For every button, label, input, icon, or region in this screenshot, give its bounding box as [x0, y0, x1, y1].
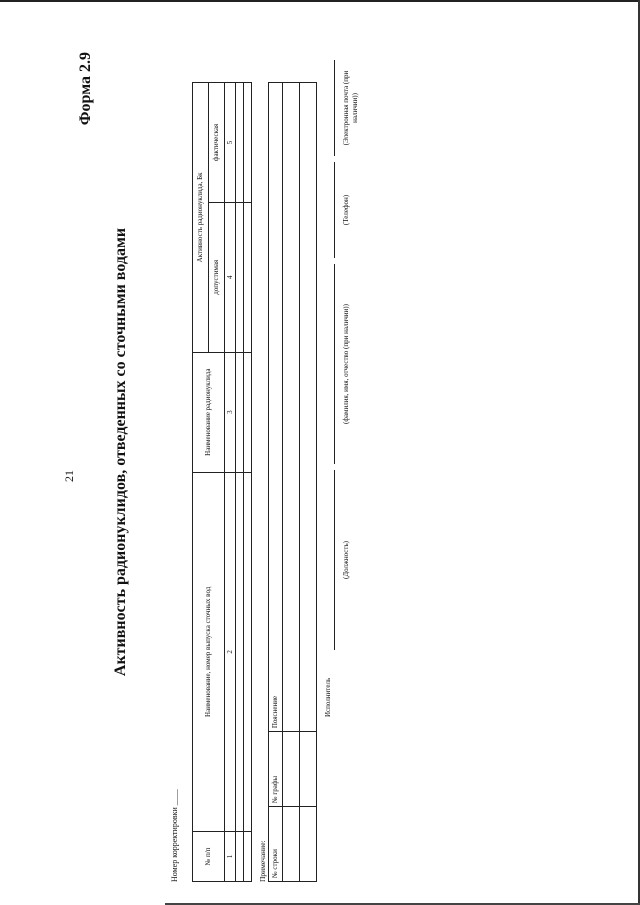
column-number-row: [225, 83, 236, 882]
col-num-2: 2: [225, 472, 236, 831]
header-nuclide: Наименование радионуклида: [193, 352, 225, 472]
notes-empty-row: [283, 83, 300, 882]
col-num-4: 4: [225, 202, 236, 352]
signature-line-email: [334, 60, 335, 156]
empty-row: [244, 83, 252, 882]
signature-line-position: [334, 470, 335, 650]
header-activity: Активность радионуклида, Бк: [193, 83, 209, 353]
document-title: Активность радионуклидов, отведенных со сточными водами: [112, 227, 129, 677]
col-num-3: 3: [225, 352, 236, 472]
correction-number-label: Номер корректировки ____: [170, 789, 179, 882]
caption-phone: (Телефон): [342, 194, 350, 226]
notes-label: Примечание:: [258, 840, 267, 882]
header-name: Наименование, номер выпуска сточных вод: [193, 472, 225, 831]
notes-header-expl: Пояснение: [269, 83, 283, 732]
rotated-document-page: [42, 22, 602, 882]
activity-table: [192, 82, 252, 882]
empty-row: [236, 83, 244, 882]
header-no: № п/п: [193, 832, 225, 882]
caption-position: (Должность): [342, 541, 350, 579]
form-label: Форма 2.9: [77, 52, 94, 126]
page-number: 21: [62, 470, 76, 482]
caption-fio: (фамилия, имя, отчество (при наличии)): [342, 304, 350, 424]
signature-line-fio: [334, 264, 335, 464]
notes-header-row: № строки: [269, 807, 283, 882]
col-num-1: 1: [225, 832, 236, 882]
signature-line-phone: [334, 162, 335, 258]
notes-table: [268, 82, 317, 882]
scan-edge-top: [0, 0, 640, 2]
caption-email: (Электронная почта (при наличии)): [342, 70, 360, 146]
executor-label: Исполнитель: [324, 677, 332, 717]
notes-header-col: № графы: [269, 732, 283, 807]
header-allowed: допустимая: [209, 202, 225, 352]
header-actual: фактическая: [209, 83, 225, 203]
col-num-5: 5: [225, 83, 236, 203]
notes-empty-row: [300, 83, 317, 882]
